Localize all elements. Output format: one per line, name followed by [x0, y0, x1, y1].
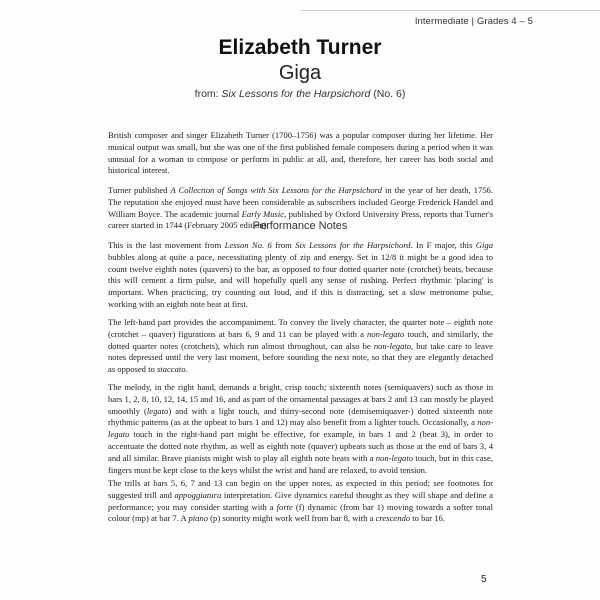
source-prefix: from:: [194, 88, 222, 100]
term-non-legato: non-legato: [373, 340, 412, 351]
term-legato: legato: [146, 405, 169, 416]
text-run: touch, but in this case, fingers must be kept close to the keys whilst the wrist and hand are relaxed, to avoid tension.: [108, 452, 493, 475]
text-run: , published by Oxford University Press, reports that Turner's career started in 1744 (February 2005 edition).: [108, 208, 494, 231]
term-piano: piano: [188, 513, 209, 524]
term-non-legato: non-legato: [367, 328, 405, 339]
text-run: from: [271, 240, 296, 250]
source-number: (No. 6): [370, 88, 406, 100]
piece-title: Giga: [278, 62, 322, 84]
text-run: in the year of her death, 1756. The reputation she enjoyed must have been considerable as subscribers included George Frederick Handel and William Boyce. The academic journal: [108, 185, 493, 219]
text-run: The melody, in the right hand, demands a bright, crisp touch; sixteenth notes (semiquavers) such as those in bars 1, 2, 8, 10, 12, 14, 15 and 16, and as part of the ornamental passages at bars 2 and 13 can mostly be played smoothly (: [108, 382, 493, 416]
performance-notes-heading: Performance Notes: [252, 220, 348, 232]
header-rule: [300, 10, 600, 11]
intro-paragraph-1: British composer and singer Elizabeth Turner (1700–1756) was a popular composer during her lifetime. Her musical output was small, but she was one of the first published female composers during a period when it was unusual for a woman to compose or perform in public at all, and, therefore, her career has both social and historical interest.: [108, 130, 493, 176]
text-run: bubbles along at quite a pace, necessitating plenty of zip and energy. Set in 12/8 it might be a good idea to count twelve eighth notes (quavers) to the bar, as opposed to four dotted quarter note (crotchet) beats, because this will cement a firm pulse, and will hopefully quell any sense of rushing. Perfect rhythmic 'placing' is important. When practicing, try counting out loud, and if this is distracting, set a slow metronome pulse, working with an eighth note beat at first.: [108, 251, 493, 309]
term-non-legato: non-legato: [108, 417, 493, 440]
performance-paragraph-3: [108, 382, 493, 476]
lesson-title: Lesson No. 6: [224, 240, 272, 250]
text-run: , but take care to leave notes depressed until the very last moment, before sounding the next note, so that they are elegantly detached as opposed to: [108, 340, 493, 375]
source-line: [0, 88, 600, 101]
composer-name: Elizabeth Turner: [218, 36, 382, 59]
term-appoggiatura: appoggiatura: [174, 489, 222, 500]
source-work: Six Lessons for the Harpsichord: [221, 88, 371, 100]
performance-paragraph-2: [108, 317, 493, 376]
giga-term: Giga: [475, 240, 493, 250]
performance-paragraph-4: [108, 478, 493, 525]
text-run: This is the last movement from: [108, 240, 225, 250]
work-title: Six Lessons for the Harpsichord: [295, 240, 411, 250]
text-run: Turner published: [108, 185, 171, 195]
page-number: 5: [481, 574, 487, 585]
journal-title: Early Music: [241, 208, 285, 219]
text-run: to bar 16.: [410, 513, 445, 524]
text-run: . In F major, this: [410, 240, 476, 250]
text-run: touch, and similarly, the dotted quarter notes (crotchets), which run almost throughout, can also be: [108, 328, 493, 351]
title-block: [0, 36, 600, 101]
text-run: ) and with a light touch, and thirty-second note (demisemiquaver-) dotted sixteenth note rhythmic patterns (as at the upbeat to bars 1 and 12) may also benefit from a lighter touch. Occasionally, a: [108, 405, 493, 428]
text-run: The left-hand part provides the accompaniment. To convey the lively character, the quarter note – eighth note (crotchet – quaver) figurations at bars 6, 9 and 11 can be played with a: [108, 317, 493, 339]
text-run: .: [185, 364, 188, 375]
text-run: (p) sonority might work well from bar 8, with a: [208, 513, 376, 524]
performance-paragraph-1: [108, 240, 493, 311]
term-staccato: staccato: [156, 364, 186, 375]
text-run: (f) dynamic (from bar 1) moving towards a softer tonal colour (mp) at bar 7. A: [108, 501, 493, 524]
collection-title: A Collection of Songs with Six Lessons for the Harpsichord: [170, 185, 382, 195]
grade-level-label: Intermediate | Grades 4 – 5: [414, 16, 533, 27]
term-non-legato: non-legato: [375, 452, 414, 463]
text-run: touch in the right-hand part might be effective, for example, in bars 1 and 2 (beat 3), in order to accentuate the dotted note rhythm, as well as eighth note (quaver) upbeats such as those at the end of bars 3, 4 and all similar. Brave pianists might wish to play all eighth note beats with a: [108, 429, 493, 463]
text-run: interpretation. Give dynamics careful thought as they will shape and define a performance; you may consider starting with a: [108, 489, 493, 512]
term-crescendo: crescendo: [375, 513, 411, 524]
text-run: The trills at bars 5, 6, 7 and 13 can begin on the upper notes, as expected in this period; see footnotes for suggested trill and: [108, 478, 493, 500]
term-forte: forte: [276, 501, 293, 512]
